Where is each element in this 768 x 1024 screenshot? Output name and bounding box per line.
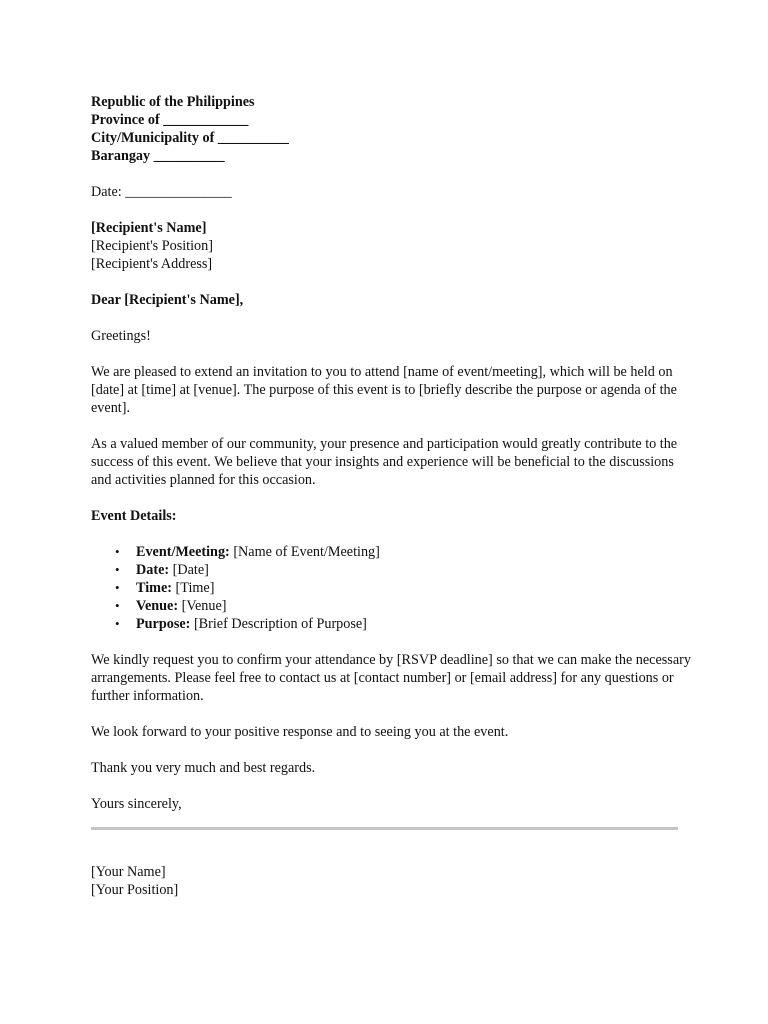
paragraph-invitation: We are pleased to extend an invitation to you to attend [name of event/meeting], which will be held on [date] at [time] at [venue]. The purpose of this event is to [briefly describe the purpose or agenda of the event]. — [91, 364, 677, 416]
event-detail-label: Date: — [136, 562, 170, 578]
bullet-icon: • — [115, 616, 120, 631]
greeting: Greetings! — [91, 328, 151, 344]
header-province: Province of ____________ — [91, 112, 249, 128]
event-detail-item — [115, 579, 691, 597]
header-republic: Republic of the Philippines — [91, 94, 255, 110]
event-details-heading: Event Details: — [91, 508, 177, 524]
bullet-icon: • — [115, 544, 120, 559]
event-detail-value: [Brief Description of Purpose] — [190, 616, 367, 632]
recipient-name: [Recipient's Name] — [91, 220, 207, 236]
event-detail-item — [115, 561, 691, 579]
signature-divider — [91, 827, 678, 830]
header-barangay: Barangay __________ — [91, 148, 225, 164]
signature-block — [91, 863, 178, 899]
event-detail-label: Purpose: — [136, 616, 191, 632]
paragraph-look-forward: We look forward to your positive response and to seeing you at the event. — [91, 724, 509, 740]
bullet-icon: • — [115, 598, 120, 613]
event-detail-label: Venue: — [136, 598, 179, 614]
signature-position: [Your Position] — [91, 882, 179, 898]
header-city: City/Municipality of __________ — [91, 130, 289, 146]
event-detail-label: Time: — [136, 580, 172, 596]
letter-body — [91, 93, 691, 813]
event-detail-item — [115, 615, 691, 633]
signature-name: [Your Name] — [91, 864, 166, 880]
event-detail-value: [Venue] — [178, 598, 227, 614]
event-detail-value: [Name of Event/Meeting] — [229, 544, 380, 560]
paragraph-thanks: Thank you very much and best regards. — [91, 760, 316, 776]
paragraph-rsvp: We kindly request you to confirm your attendance by [RSVP deadline] so that we can make the necessary arrangements. Please feel free to contact us at [contact number] or [email address] for any questions or further information. — [91, 652, 691, 704]
salutation: Dear [Recipient's Name], — [91, 292, 244, 308]
paragraph-community: As a valued member of our community, your presence and participation would greatly contribute to the success of this event. We believe that your insights and experience will be beneficial to the discussions and activities planned for this occasion. — [91, 436, 678, 488]
bullet-icon: • — [115, 562, 120, 577]
event-detail-item — [115, 543, 691, 561]
event-detail-item — [115, 597, 691, 615]
bullet-icon: • — [115, 580, 120, 595]
event-detail-value: [Date] — [169, 562, 209, 578]
recipient-position: [Recipient's Position] — [91, 238, 213, 254]
event-details-list — [91, 543, 691, 633]
date-line: Date: _______________ — [91, 184, 232, 200]
recipient-address: [Recipient's Address] — [91, 256, 213, 272]
event-detail-label: Event/Meeting: — [136, 544, 230, 560]
closing: Yours sincerely, — [91, 796, 182, 812]
event-detail-value: [Time] — [172, 580, 215, 596]
